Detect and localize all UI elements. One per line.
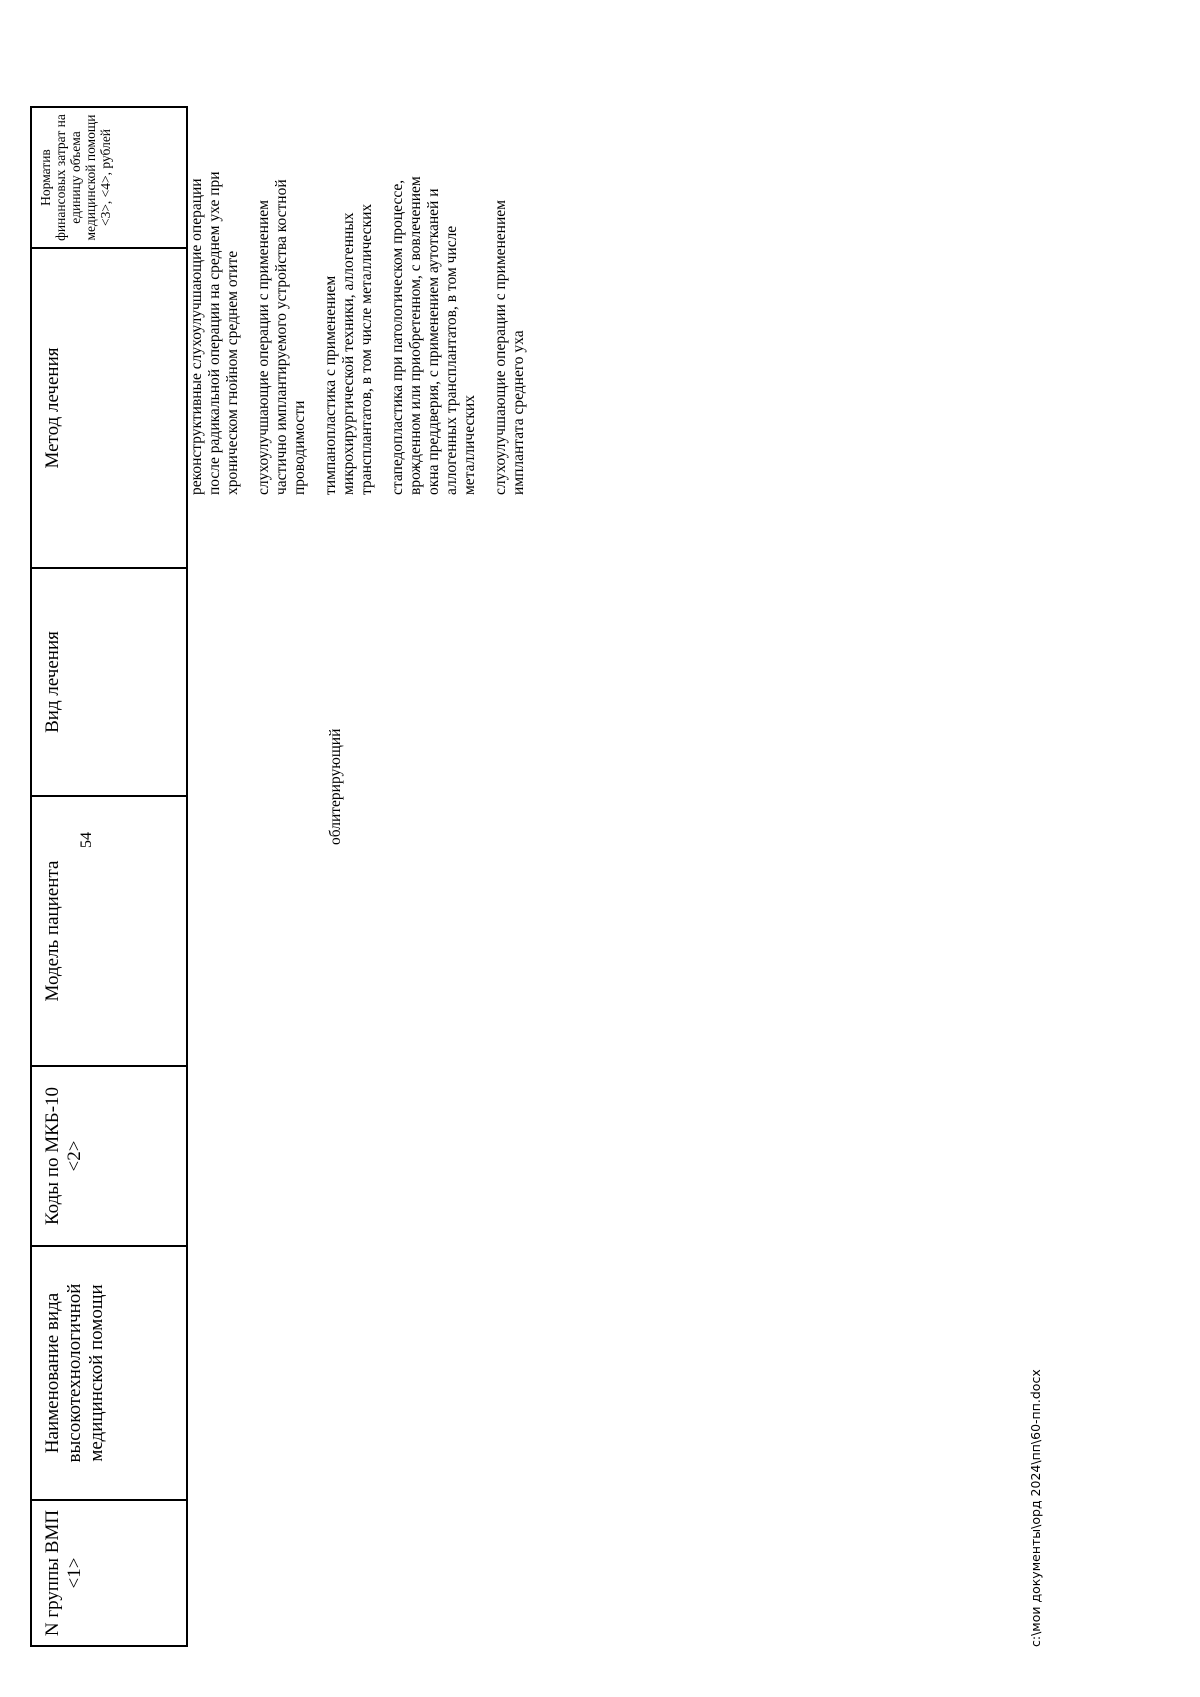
- table-header-row: [31, 107, 187, 1646]
- header-treatment-method: Метод лечения: [31, 248, 187, 568]
- treatment-method-item: реконструктивные слухоулучшающие операции после радикальной операции на среднем ухе при хроническом гнойном среднем отите: [188, 171, 241, 495]
- page-number: 54: [78, 832, 95, 848]
- table-header: [30, 106, 188, 1647]
- treatment-method-item: слухоулучшающие операции с применением имплантата среднего уха: [492, 200, 527, 495]
- header-icd-codes: Коды по МКБ-10 <2>: [31, 1066, 187, 1246]
- header-financial-norm: Норматив финансовых затрат на единицу объема медицинской помощи <3>, <4>, рублей: [31, 107, 187, 248]
- patient-model-cell: облитерирующий: [327, 728, 344, 845]
- header-vmp-name: Наименование вида высокотехнологичной медицинской помощи: [31, 1246, 187, 1500]
- treatment-method-item: стапедопластика при патологическом процессе, врожденном или приобретенном, с вовлечением окна преддверия, с применением аутотканей и аллогенных трансплантатов, в том числе металлических: [389, 176, 478, 495]
- treatment-method-item: слухоулучшающие операции с применением частично имплантируемого устройства костной проводимости: [255, 179, 308, 495]
- treatment-method-item: тимпанопластика с применением микрохирургической техники, аллогенных трансплантатов, в том числе металлических: [322, 203, 375, 495]
- header-group-number: N группы ВМП <1>: [31, 1500, 187, 1646]
- header-treatment-type: Вид лечения: [31, 568, 187, 796]
- treatment-methods-cell: [188, 165, 541, 495]
- footer-file-path: c:\мои документы\орд 2024\пп\60-пп.docx: [1028, 1369, 1043, 1647]
- header-patient-model: Модель пациента: [31, 796, 187, 1066]
